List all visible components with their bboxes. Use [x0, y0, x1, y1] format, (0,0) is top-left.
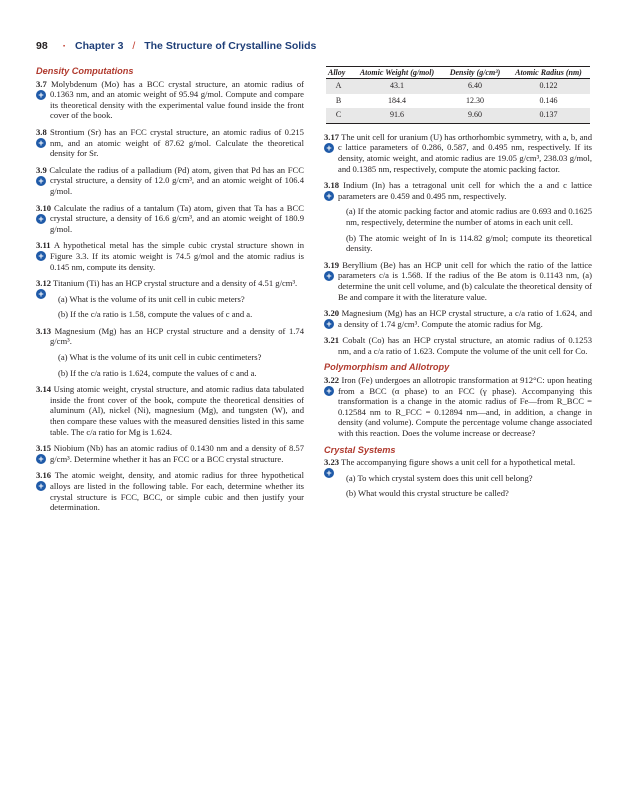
problem-3-12 [36, 278, 304, 320]
problem-number: 3.19 [324, 259, 340, 270]
problem-3-8 [36, 127, 304, 159]
problem-part-b: (b) If the c/a ratio is 1.624, compute the values of c and a. [58, 367, 257, 378]
problem-number: 3.22 [324, 375, 340, 386]
problem-3-13 [36, 326, 304, 378]
table-cell: B [335, 95, 342, 105]
problem-number: 3.17 [324, 131, 340, 142]
table-cell: A [326, 79, 351, 94]
problem-part-b: (b) What would this crystal structure be called? [346, 488, 509, 499]
plus-circle-icon[interactable]: + [36, 454, 46, 464]
table-row [326, 108, 590, 123]
problem-part-b: (b) If the c/a ratio is 1.58, compute the values of c and a. [58, 309, 253, 320]
problem-number: 3.7 [36, 78, 47, 89]
section-polymorphism: Polymorphism and Allotropy [324, 362, 450, 373]
chapter-label: Chapter 3 [75, 40, 124, 52]
problem-number: 3.16 [36, 470, 52, 481]
page-header [36, 40, 596, 52]
problem-part-a: (a) If the atomic packing factor and atomic radius are 0.693 and 0.1625 nm, respectively, determine the number of atoms in each unit cell. [346, 206, 592, 227]
table-cell: 184.4 [388, 95, 406, 105]
table-header: Atomic Radius (nm) [507, 67, 590, 79]
problem-3-16 [36, 470, 304, 512]
problem-3-19 [324, 260, 592, 302]
problem-text: Magnesium (Mg) has an HCP crystal structure, a c/a ratio of 1.624, and a density of 1.74 g/cm³. Compute the atomic radius for Mg. [338, 308, 592, 329]
problem-3-14 [36, 384, 304, 437]
problem-text: Calculate the radius of a palladium (Pd) atom, given that Pd has an FCC crystal structure, a density of 12.0 g/cm³, and an atomic weight of 106.4 g/mol. [49, 164, 304, 196]
table-cell: 9.60 [443, 108, 507, 123]
table-cell: 0.122 [507, 79, 590, 94]
problem-number: 3.9 [36, 164, 47, 175]
section-crystal-systems: Crystal Systems [324, 444, 396, 455]
problem-text: The accompanying figure shows a unit cell for a hypothetical metal. [341, 457, 576, 468]
table-header: Alloy [326, 67, 351, 79]
problem-number: 3.12 [36, 278, 52, 289]
table-cell: 0.137 [507, 108, 590, 123]
table-row [326, 94, 590, 109]
table-header: Density (g/cm³) [443, 67, 507, 79]
problem-text: Strontium (Sr) has an FCC crystal structure, an atomic radius of 0.215 nm, and an atomic weight of 87.62 g/mol. Calculate the theoretical density for Sr. [50, 126, 304, 159]
right-column [324, 66, 592, 505]
table-cell: 0.146 [539, 95, 558, 105]
left-column [36, 66, 304, 519]
problem-text: Cobalt (Co) has an HCP crystal structure, an atomic radius of 0.1253 nm, and a c/a ratio of 1.623. Compute the volume of the unit cell for Co. [338, 335, 592, 356]
problem-number: 3.23 [324, 457, 340, 468]
problem-number: 3.10 [36, 202, 52, 213]
problem-part-b: (b) The atomic weight of In is 114.82 g/mol; compute its theoretical density. [346, 232, 592, 254]
plus-circle-icon[interactable]: + [324, 319, 334, 329]
problem-3-15 [36, 443, 304, 464]
problem-3-23 [324, 457, 592, 499]
plus-circle-icon[interactable]: + [36, 176, 46, 186]
problem-3-7 [36, 79, 304, 121]
problem-number: 3.13 [36, 325, 52, 336]
table-row [326, 79, 590, 94]
problem-text: A hypothetical metal has the simple cubic crystal structure shown in Figure 3.3. If its atomic weight is 74.5 g/mol and the atomic radius is 0.145 nm, compute its density. [50, 240, 304, 272]
plus-circle-icon[interactable]: + [36, 90, 46, 100]
plus-circle-icon[interactable]: + [324, 271, 334, 281]
table-cell: 91.6 [351, 108, 443, 123]
problem-number: 3.21 [324, 335, 340, 346]
header-dot: · [62, 40, 67, 52]
problem-3-10 [36, 203, 304, 235]
problem-number: 3.18 [324, 180, 340, 191]
problem-3-9 [36, 165, 304, 197]
plus-circle-icon[interactable]: + [324, 191, 334, 201]
problem-text: Magnesium (Mg) has an HCP crystal structure and a density of 1.74 g/cm³. [50, 325, 304, 347]
problem-text: Niobium (Nb) has an atomic radius of 0.1430 nm and a density of 8.57 g/cm³. Determine whether it has an FCC or a BCC crystal structure. [50, 443, 304, 464]
problem-part-a: (a) What is the volume of its unit cell in cubic centimeters? [58, 352, 262, 363]
problem-3-17 [324, 132, 592, 174]
table-header: Atomic Weight (g/mol) [351, 67, 443, 79]
problem-text: Calculate the radius of a tantalum (Ta) atom, given that Ta has a BCC crystal structure, a density of 16.6 g/cm³, and an atomic weight of 180.9 g/mol. [50, 202, 304, 234]
problem-text: Titanium (Ti) has an HCP crystal structure and a density of 4.51 g/cm³. [53, 278, 298, 289]
problem-text: Beryllium (Be) has an HCP unit cell for which the ratio of the lattice parameters c/a is 1.568. If the radius of the Be atom is 0.1143 nm, (a) determine the unit cell volume, and (b) calculate the theoretical density of Be and compare it with the literature value. [338, 259, 592, 302]
problem-text: The unit cell for uranium (U) has orthorhombic symmetry, with a, b, and c lattice parameters of 0.286, 0.587, and 0.495 nm, respectively. If its density, atomic weight, and atomic radius are 19.05 g/cm³, 238.03 g/mol, and 0.1385 nm, respectively, compute the atomic packing factor. [338, 131, 593, 174]
section-density: Density Computations [36, 66, 134, 76]
plus-circle-icon[interactable]: + [324, 143, 334, 153]
problem-3-18 [324, 180, 592, 254]
plus-circle-icon[interactable]: + [36, 481, 46, 491]
problem-3-11 [36, 240, 304, 272]
table-cell: C [326, 108, 351, 123]
problem-number: 3.14 [36, 384, 52, 395]
plus-circle-icon[interactable]: + [36, 214, 46, 224]
plus-circle-icon[interactable]: + [324, 386, 334, 396]
problem-number: 3.20 [324, 308, 340, 319]
problem-text: Indium (In) has a tetragonal unit cell for which the a and c lattice parameters are 0.459 and 0.495 nm, respectively. [338, 180, 592, 201]
problem-part-a: (a) To which crystal system does this unit cell belong? [346, 472, 533, 483]
table-cell: 12.30 [466, 95, 485, 105]
problem-text: The atomic weight, density, and atomic radius for three hypothetical alloys are listed in the following table. For each, determine whether its crystal structure is FCC, BCC, or simple cubic and then justify your determination. [50, 470, 304, 513]
table-cell: 43.1 [351, 79, 443, 94]
plus-circle-icon[interactable]: + [36, 138, 46, 148]
problem-text: Iron (Fe) undergoes an allotropic transformation at 912°C: upon heating from a BCC (α phase) to an FCC (γ phase). Accompanying this transformation is a change in the atomic radius of Fe—from R_BCC = 0.12584 nm to R_FCC = 0.12894 nm—and, in addition, a change in density (and volume). Compute the percentage volume change associated with this reaction. Does the volume increase or decrease? [338, 375, 592, 439]
plus-circle-icon[interactable]: + [36, 251, 46, 261]
chapter-title: The Structure of Crystalline Solids [144, 40, 317, 52]
problem-3-22 [324, 375, 592, 439]
alloy-table [326, 66, 590, 124]
problem-number: 3.8 [36, 126, 47, 137]
problem-text: Using atomic weight, crystal structure, and atomic radius data tabulated inside the front cover of the book, compute the theoretical densities of aluminum (Al), nickel (Ni), magnesium (Mg), and tungsten (W), and then compare these values with the measured densities listed in this same table. The c/a ratio for Mg is 1.624. [50, 384, 304, 437]
header-separator: / [132, 40, 136, 52]
problem-number: 3.11 [36, 240, 51, 251]
plus-circle-icon[interactable]: + [36, 289, 46, 299]
problem-3-20 [324, 308, 592, 329]
problem-3-21 [324, 335, 592, 356]
problem-number: 3.15 [36, 443, 52, 454]
problem-text: Molybdenum (Mo) has a BCC crystal structure, an atomic radius of 0.1363 nm, and an atomic weight of 95.94 g/mol. Compute and compare its theoretical density with the experimental value found inside the front cover of the book. [50, 78, 304, 121]
plus-circle-icon[interactable]: + [324, 468, 334, 478]
table-cell: 6.40 [443, 79, 507, 94]
page-number: 98 [36, 40, 48, 52]
problem-part-a: (a) What is the volume of its unit cell in cubic meters? [58, 293, 245, 304]
